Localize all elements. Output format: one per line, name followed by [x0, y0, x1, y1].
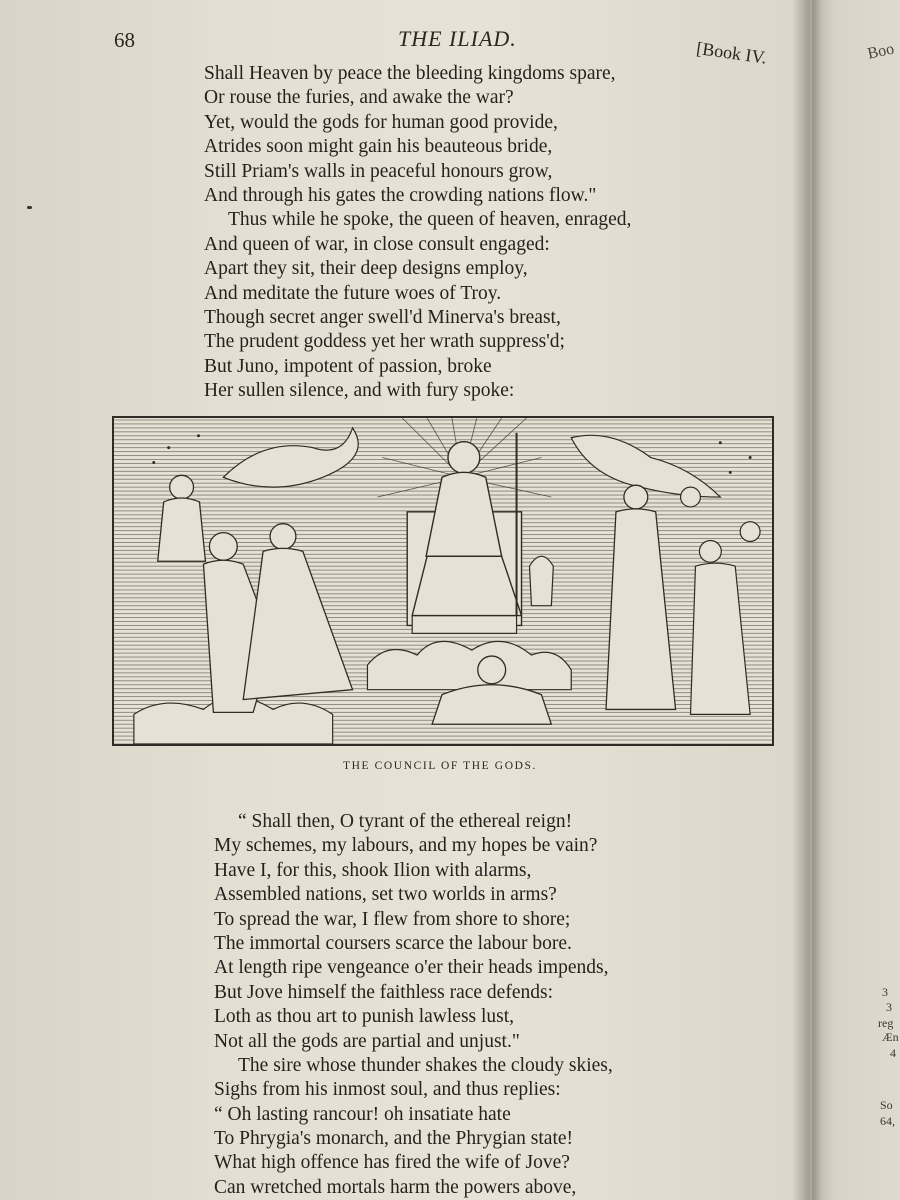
verse-line: “ Shall then, O tyrant of the ethereal reign!: [238, 811, 573, 832]
verse-line: But Juno, impotent of passion, broke: [204, 355, 492, 377]
verse-line: Thus while he spoke, the queen of heaven, enraged,: [228, 209, 632, 231]
verse-line: And queen of war, in close consult engaged:: [204, 233, 550, 255]
verse-line: And through his gates the crowding nations flow.": [204, 184, 597, 206]
verse-line: But Jove himself the faithless race defends:: [214, 981, 553, 1003]
margin-fragment: Æn: [882, 1030, 899, 1044]
verse-line: My schemes, my labours, and my hopes be vain?: [214, 835, 598, 857]
margin-fragment: 64,: [880, 1114, 895, 1128]
verse-line: And meditate the future woes of Troy.: [204, 282, 502, 304]
verse-line: Though secret anger swell'd Minerva's breast,: [204, 306, 561, 328]
verse-line: The prudent goddess yet her wrath suppress'd;: [204, 331, 565, 353]
verse-line: To spread the war, I flew from shore to shore;: [214, 908, 571, 930]
verse-line: Shall Heaven by peace the bleeding kingdoms spare,: [204, 63, 616, 84]
verse-line: Sighs from his inmost soul, and thus replies:: [214, 1079, 561, 1101]
book-gutter-shadow: [792, 0, 822, 1200]
margin-fragment: 4: [890, 1046, 896, 1060]
margin-fragment: 3: [882, 985, 888, 999]
verse-line: Apart they sit, their deep designs employ,: [204, 258, 528, 280]
verse-line: Yet, would the gods for human good provide,: [204, 111, 558, 133]
verse-line: Assembled nations, set two worlds in arms?: [214, 884, 557, 906]
illustration-council-of-gods: [112, 416, 774, 746]
running-title: THE ILIAD.: [398, 26, 517, 51]
verse-line: Have I, for this, shook Ilion with alarms,: [214, 859, 532, 881]
verse-line: Atrides soon might gain his beauteous bride,: [204, 136, 553, 158]
verse-line: Still Priam's walls in peaceful honours grow,: [204, 160, 553, 182]
verse-line: The immortal coursers scarce the labour bore.: [214, 932, 572, 954]
margin-fragment: reg: [878, 1016, 894, 1030]
verse-line: “ Oh lasting rancour! oh insatiate hate: [214, 1103, 511, 1125]
verse-line: Not all the gods are partial and unjust.": [214, 1030, 520, 1052]
verse-line: Her sullen silence, and with fury spoke:: [204, 380, 515, 402]
verse-line: What high offence has fired the wife of Jove?: [214, 1152, 570, 1174]
engraving-image: [114, 418, 772, 744]
verse-top: [204, 62, 764, 403]
page-number: 68: [114, 28, 135, 52]
page-header: [0, 26, 812, 66]
verse-line: To Phrygia's monarch, and the Phrygian state!: [214, 1128, 574, 1150]
verse-line: Can wretched mortals harm the powers above,: [214, 1176, 577, 1198]
verse-line: Or rouse the furies, and awake the war?: [204, 87, 514, 109]
verse-line: At length ripe vengeance o'er their heads impends,: [214, 957, 609, 979]
verse-line: The sire whose thunder shakes the cloudy skies,: [238, 1054, 613, 1076]
adjacent-book-label: Boo: [866, 40, 896, 63]
illustration-caption: THE COUNCIL OF THE GODS.: [343, 760, 537, 772]
margin-fragment: 3: [886, 1000, 892, 1014]
ink-speck: [27, 206, 32, 209]
book-label: [Book IV.: [695, 38, 768, 68]
margin-fragment: So: [880, 1098, 893, 1112]
adjacent-page: [812, 0, 900, 1200]
verse-line: Loth as thou art to punish lawless lust,: [214, 1006, 515, 1028]
verse-bottom: [214, 810, 774, 1200]
